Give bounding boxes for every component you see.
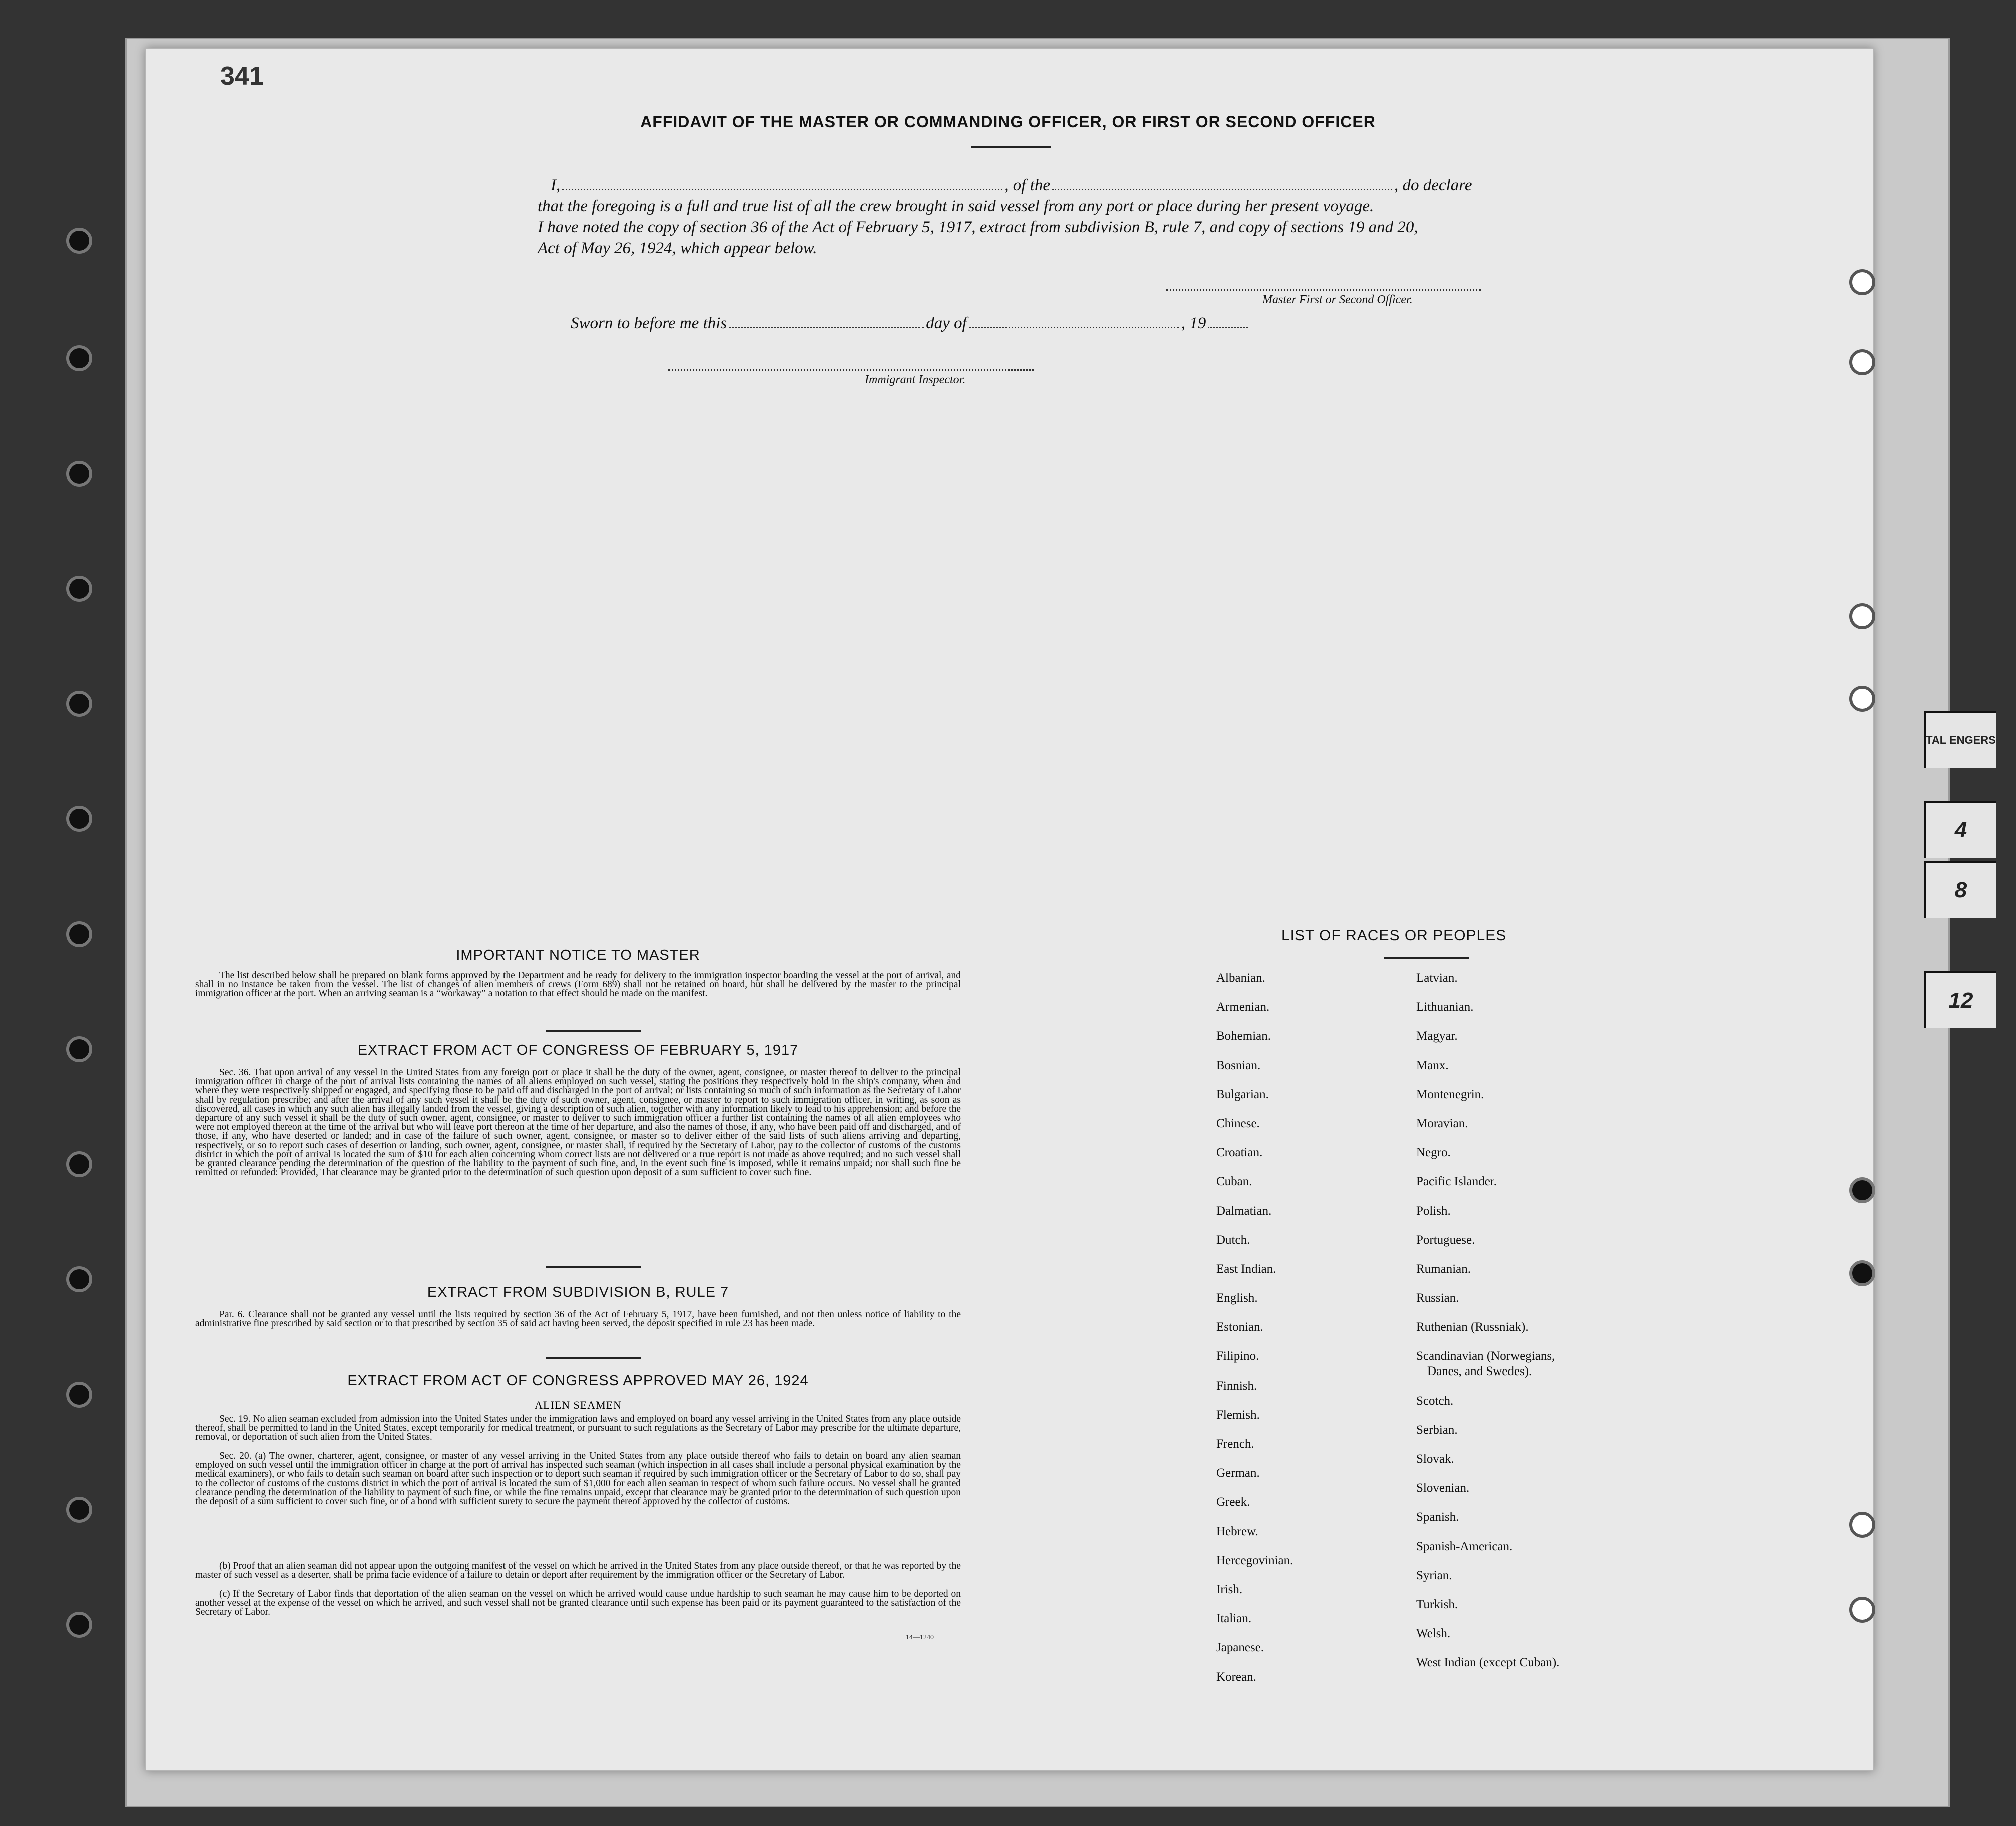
race-item: English.	[1216, 1291, 1258, 1305]
master-caption: Master First or Second Officer.	[1262, 293, 1413, 306]
race-item: Filipino.	[1216, 1349, 1259, 1363]
race-item: Moravian.	[1416, 1116, 1468, 1130]
race-item: Russian.	[1416, 1291, 1459, 1305]
punch-hole-icon	[1849, 686, 1875, 712]
binder-hole-icon	[66, 1497, 92, 1523]
binder-hole-icon	[66, 345, 92, 371]
section-rule	[546, 1357, 641, 1359]
race-item: Rumanian.	[1416, 1262, 1471, 1276]
race-item: Scandinavian (Norwegians,	[1416, 1349, 1555, 1363]
race-item: Flemish.	[1216, 1408, 1260, 1422]
race-item: Dalmatian.	[1216, 1204, 1272, 1218]
race-item: Danes, and Swedes).	[1427, 1364, 1532, 1379]
side-tab-12: 12	[1924, 971, 1996, 1028]
inspector-caption: Immigrant Inspector.	[865, 373, 966, 386]
affidavit-line-2: that the foregoing is a full and true list of all the crew brought in said vessel from any port or place during her present voyage.	[538, 197, 1374, 215]
sworn-year: , 19	[1181, 314, 1206, 332]
race-item: Manx.	[1416, 1058, 1449, 1072]
punch-hole-icon	[1849, 269, 1875, 295]
side-tab-8: 8	[1924, 861, 1996, 918]
binder-hole-icon	[66, 576, 92, 602]
affidavit-title: AFFIDAVIT OF THE MASTER OR COMMANDING OFFICER, OR FIRST OR SECOND OFFICER	[640, 113, 1376, 131]
sworn-before: Sworn to before me this	[571, 314, 727, 332]
affidavit-i: I,	[551, 176, 561, 194]
race-item: Chinese.	[1216, 1116, 1260, 1130]
races-column-2	[1416, 971, 1559, 1685]
affidavit-line-3: I have noted the copy of section 36 of the Act of February 5, 1917, extract from subdivision B, rule 7, and copy of sections 19 and 20,	[538, 218, 1418, 236]
section-rule	[546, 1266, 641, 1268]
binder-hole-icon	[66, 1382, 92, 1408]
race-item: West Indian (except Cuban).	[1416, 1656, 1560, 1670]
race-item: Armenian.	[1216, 1000, 1270, 1014]
binder-hole-icon	[66, 1151, 92, 1177]
race-item: Pacific Islander.	[1416, 1175, 1497, 1189]
race-item: Negro.	[1416, 1146, 1451, 1160]
race-item: Ruthenian (Russniak).	[1416, 1320, 1529, 1334]
extract-1924-sec20b: (b) Proof that an alien seaman did not appear upon the outgoing manifest of the vessel on which he arrived in the United States from any place outside thereof, or that he was reported by the master of such vessel as a deserter, shall be prima facie evidence of a failure to detain or deport after requirement by the immigration officer or the Secretary of Labor.	[195, 1561, 961, 1581]
extract-1924-sec19: Sec. 19. No alien seaman excluded from admission into the United States under the immigration laws and employed on board any vessel arriving in the United States from any place outside thereof, shall be permitted to land in the United States, except temporarily for medical treatment, or pursuant to such regulations as the Secretary of Labor may prescribe for the ultimate departure, removal, or deportation of such alien from the United States.	[195, 1414, 961, 1443]
punch-hole-icon	[1849, 349, 1875, 375]
extract-1924-sec20c: (c) If the Secretary of Labor finds that deportation of the alien seaman on the vessel on which he arrived would cause undue hardship to such seaman he may cause him to be deported on another vessel at the expense of the vessel on which he arrived, and such vessel shall not be granted clearance until such expense has been paid or its payment guaranteed to the satisfaction of the Secretary of Labor.	[195, 1589, 961, 1618]
side-tab-header: TAL ENGERS	[1924, 711, 1996, 768]
form-page	[145, 48, 1874, 1771]
race-item: Finnish.	[1216, 1379, 1257, 1393]
race-item: Welsh.	[1416, 1627, 1451, 1641]
binder-hole-icon	[66, 1266, 92, 1292]
form-number: 14—1240	[906, 1634, 934, 1641]
sworn-year-blank	[1208, 327, 1248, 328]
race-item: Scotch.	[1416, 1394, 1454, 1408]
race-item: French.	[1216, 1437, 1254, 1451]
binder-hole-icon	[66, 1612, 92, 1638]
side-tab-4: 4	[1924, 801, 1996, 858]
binder-hole-icon	[66, 806, 92, 832]
race-item: Irish.	[1216, 1582, 1243, 1596]
sworn-line	[571, 314, 1250, 333]
race-item: Lithuanian.	[1416, 1000, 1474, 1014]
sworn-day-of: day of	[926, 314, 967, 332]
notice-title: IMPORTANT NOTICE TO MASTER	[456, 947, 700, 963]
race-item: Bosnian.	[1216, 1058, 1261, 1072]
binder-hole-icon	[66, 461, 92, 487]
extract-1924-subtitle: ALIEN SEAMEN	[535, 1399, 622, 1411]
punch-hole-icon	[1849, 1597, 1875, 1623]
race-item: Albanian.	[1216, 971, 1265, 985]
race-item: Bohemian.	[1216, 1029, 1271, 1043]
race-item: Spanish-American.	[1416, 1539, 1513, 1553]
master-signature-line	[1166, 289, 1481, 291]
binder-hole-icon	[66, 691, 92, 717]
race-item: Portuguese.	[1416, 1233, 1475, 1247]
race-item: Slovenian.	[1416, 1481, 1470, 1495]
sworn-date-blank	[729, 327, 924, 328]
race-item: Dutch.	[1216, 1233, 1250, 1247]
race-item: German.	[1216, 1466, 1260, 1480]
binder-hole-icon	[66, 921, 92, 947]
race-item: Slovak.	[1416, 1452, 1454, 1466]
notice-text: The list described below shall be prepared on blank forms approved by the Department and be ready for delivery to the immigration inspector boarding the vessel at the port of arrival, and shall in no instance be taken from the vessel. The list of changes of alien members of crews (Form 689) shall not be retained on board, but shall be delivered by the master to the principal immigration officer at the port. When an arriving seaman is a “workaway” a notation to that effect should be made on the manifest.	[195, 970, 961, 999]
name-blank	[562, 189, 1002, 190]
affidavit-declare: , do declare	[1394, 176, 1472, 194]
race-item: Turkish.	[1416, 1597, 1458, 1611]
race-item: Estonian.	[1216, 1320, 1263, 1334]
affidavit-line-4: Act of May 26, 1924, which appear below.	[538, 239, 817, 257]
extract-rule7-title: EXTRACT FROM SUBDIVISION B, RULE 7	[427, 1284, 729, 1300]
race-item: Montenegrin.	[1416, 1087, 1484, 1101]
races-title: LIST OF RACES OR PEOPLES	[1281, 927, 1507, 944]
race-item: Greek.	[1216, 1495, 1250, 1509]
race-item: Hebrew.	[1216, 1524, 1258, 1538]
vessel-blank	[1052, 189, 1392, 190]
title-rule	[971, 146, 1051, 148]
race-item: Latvian.	[1416, 971, 1458, 985]
race-item: Hercegovinian.	[1216, 1553, 1293, 1567]
race-item: Korean.	[1216, 1670, 1256, 1684]
extract-rule7-text: Par. 6. Clearance shall not be granted any vessel until the lists required by section 36 of the Act of February 5, 1917, have been furnished, and not then unless notice of liability to the administrative fine prescribed by said section or to that prescribed by section 35 of said act having been served, the deposit specified in rule 23 has been made.	[195, 1309, 961, 1329]
race-item: Spanish.	[1416, 1510, 1459, 1524]
race-item: Croatian.	[1216, 1146, 1263, 1160]
affidavit-of-the: , of the	[1004, 176, 1050, 194]
race-item: Magyar.	[1416, 1029, 1458, 1043]
race-item: Polish.	[1416, 1204, 1451, 1218]
punch-hole-icon	[1849, 1177, 1875, 1203]
punch-hole-icon	[1849, 1260, 1875, 1286]
races-column-1	[1216, 971, 1293, 1699]
race-item: Cuban.	[1216, 1175, 1252, 1189]
race-item: Bulgarian.	[1216, 1087, 1269, 1101]
section-rule	[546, 1030, 641, 1032]
binder-hole-icon	[66, 1036, 92, 1062]
race-item: East Indian.	[1216, 1262, 1276, 1276]
punch-hole-icon	[1849, 1512, 1875, 1538]
extract-1924-title: EXTRACT FROM ACT OF CONGRESS APPROVED MAY 26, 1924	[347, 1373, 809, 1389]
punch-hole-icon	[1849, 603, 1875, 629]
extract-1917-title: EXTRACT FROM ACT OF CONGRESS OF FEBRUARY 5, 1917	[357, 1042, 799, 1058]
race-item: Japanese.	[1216, 1641, 1264, 1655]
affidavit-line-1	[551, 176, 1472, 195]
extract-1917-text: Sec. 36. That upon arrival of any vessel in the United States from any foreign port or place it shall be the duty of the owner, agent, consignee, or master thereof to deliver to the principal immigration officer in charge of the port of arrival lists containing the names of all aliens employed on such vessel, stating the positions they respectively hold in the ship's company, when and where they were respectively shipped or engaged, and specifying those to be paid off and discharged in the port of arrival; or lists containing so much of such information as the Secretary of Labor shall by regulation prescribe; and after the arrival of any such vessel it shall be the duty of such owner, agent, consignee, or master to report to such immigration officer, in writing, as soon as discovered, all cases in which any such alien has illegally landed from the vessel, giving a description of such alien, together with any information likely to lead to his apprehension; and before the departure of any such vessel it shall be the duty of such owner, agent, consignee, or master to deliver to such immigration officer a further list containing the names of all alien employees who were not employed thereon at the time of the arrival but who will leave port thereon at the time of her departure, and also the names of those, if any, who have been paid off and discharged, and of those, if any, who have deserted or landed; and in case of the failure of such owner, agent, consignee, or master so to deliver either of the said lists of such aliens arriving and departing, respectively, or so to report such cases of desertion or landing, such owner, agent, consignee, or master shall, if required by the Secretary of Labor, pay to the collector of customs of the customs district in which the port of arrival is located the sum of $10 for each alien concerning whom correct lists are not delivered or a true report is not made as above required; and no such vessel shall be granted clearance pending the determination of the question of the liability to the payment of such fine, and, in the event such fine is imposed, while it remains unpaid; nor shall such fine be remitted or refunded: Provided, That clearance may be granted prior to the determination of such question upon deposit of a sum sufficient to cover such fine.	[195, 1067, 961, 1178]
inspector-signature-line	[668, 369, 1034, 371]
race-item: Italian.	[1216, 1612, 1252, 1626]
races-title-rule	[1384, 957, 1469, 959]
race-item: Serbian.	[1416, 1423, 1458, 1437]
race-item: Syrian.	[1416, 1568, 1452, 1582]
binder-hole-icon	[66, 228, 92, 254]
page-number: 341	[220, 62, 264, 91]
extract-1924-sec20a: Sec. 20. (a) The owner, charterer, agent, consignee, or master of any vessel arriving in the United States from any place outside thereof who fails to detain on board any alien seaman employed on such vessel until the immigration officer in charge at the port of arrival has inspected such seaman (which inspection in all cases shall include a personal physical examination by the medical examiners), or who fails to detain such seaman on board after such inspection or to deport such seaman if required by such immigration officer or the Secretary of Labor to do so, shall pay to the collector of customs of the customs district in which the port of arrival is located the sum of $1,000 for each alien seaman in respect of whom such failure occurs. No vessel shall be granted clearance pending the determination of the liability to payment of such fine, or while the fine remains unpaid, except that clearance may be granted prior to the determination of such question upon the deposit of a sum sufficient to cover such fine, or of a bond with sufficient surety to secure the payment thereof approved by the collector of customs.	[195, 1451, 961, 1507]
sworn-month-blank	[969, 327, 1179, 328]
